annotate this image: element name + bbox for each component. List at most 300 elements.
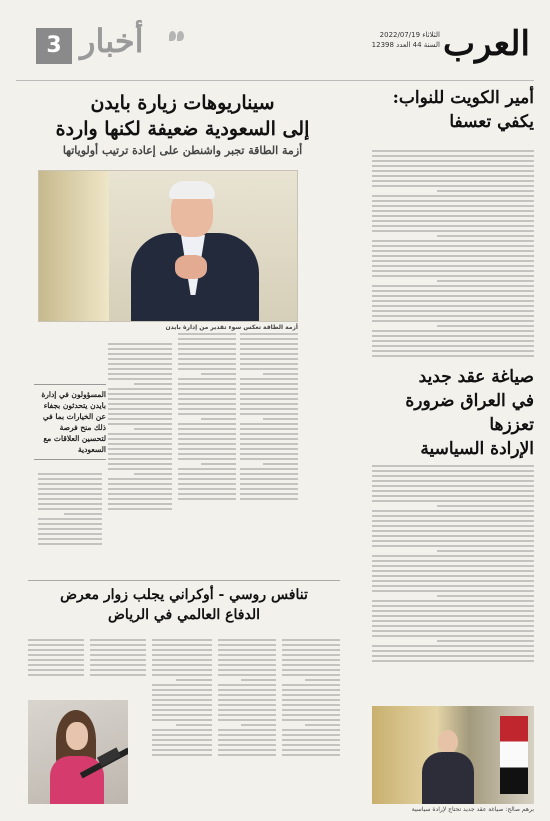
text-line xyxy=(240,338,298,340)
text-line xyxy=(263,373,298,375)
text-line xyxy=(152,644,212,646)
text-line xyxy=(305,679,340,681)
text-line xyxy=(108,438,172,440)
text-line xyxy=(28,649,84,651)
text-line xyxy=(282,684,340,686)
text-line xyxy=(38,538,102,540)
text-line xyxy=(372,220,534,222)
text-line xyxy=(28,664,84,666)
text-line xyxy=(372,530,534,532)
text-line xyxy=(240,358,298,360)
page-number: 3 xyxy=(36,28,72,64)
main-article-header xyxy=(30,90,335,157)
text-line xyxy=(218,719,276,721)
text-line xyxy=(372,250,534,252)
text-line xyxy=(178,473,236,475)
text-line xyxy=(240,383,298,385)
text-line xyxy=(282,689,340,691)
text-line xyxy=(372,290,534,292)
text-line xyxy=(372,515,534,517)
text-line xyxy=(240,493,298,495)
text-line xyxy=(437,505,534,507)
text-line xyxy=(372,285,534,287)
main-article-column xyxy=(38,470,102,548)
text-line xyxy=(178,348,236,350)
iraq-headline-line-2: في العراق ضرورة تعززها xyxy=(405,391,534,435)
text-line xyxy=(108,443,172,445)
biden-figure xyxy=(131,179,259,322)
text-line xyxy=(282,739,340,741)
quote-mark-icon xyxy=(166,26,184,38)
text-line xyxy=(38,478,102,480)
text-line xyxy=(90,639,146,641)
text-line xyxy=(152,659,212,661)
main-article-column xyxy=(178,330,236,503)
text-line xyxy=(108,353,172,355)
newspaper-logo: العرب xyxy=(443,24,530,64)
text-line xyxy=(218,694,276,696)
text-line xyxy=(372,495,534,497)
riyadh-expo-headline xyxy=(28,585,340,625)
riyadh-article-column xyxy=(282,636,340,759)
text-line xyxy=(240,393,298,395)
text-line xyxy=(241,679,276,681)
text-line xyxy=(178,403,236,405)
text-line xyxy=(108,373,172,375)
text-line xyxy=(372,345,534,347)
text-line xyxy=(372,585,534,587)
text-line xyxy=(282,709,340,711)
text-line xyxy=(178,343,236,345)
text-line xyxy=(372,300,534,302)
text-line xyxy=(372,560,534,562)
text-line xyxy=(372,195,534,197)
text-line xyxy=(218,674,276,676)
text-line xyxy=(108,368,172,370)
text-line xyxy=(282,674,340,676)
speaker-figure xyxy=(422,730,474,804)
text-line xyxy=(178,408,236,410)
text-line xyxy=(372,615,534,617)
text-line xyxy=(372,240,534,242)
text-line xyxy=(178,378,236,380)
text-line xyxy=(152,684,212,686)
text-line xyxy=(108,348,172,350)
text-line xyxy=(38,518,102,520)
text-line xyxy=(372,180,534,182)
text-line xyxy=(240,388,298,390)
text-line xyxy=(282,754,340,756)
iraq-headline-line-3: الإرادة السياسية xyxy=(420,439,534,459)
text-line xyxy=(108,393,172,395)
text-line xyxy=(437,280,534,282)
text-line xyxy=(178,498,236,500)
text-line xyxy=(38,498,102,500)
text-line xyxy=(38,483,102,485)
section-title: أخبار xyxy=(80,22,144,60)
text-line xyxy=(372,340,534,342)
text-line xyxy=(372,185,534,187)
text-line xyxy=(305,724,340,726)
text-line xyxy=(28,654,84,656)
text-line xyxy=(437,550,534,552)
text-line xyxy=(28,674,84,676)
text-line xyxy=(372,625,534,627)
text-line xyxy=(108,343,172,345)
text-line xyxy=(372,350,534,352)
text-line xyxy=(218,729,276,731)
text-line xyxy=(372,570,534,572)
text-line xyxy=(372,335,534,337)
text-line xyxy=(218,664,276,666)
text-line xyxy=(90,669,146,671)
text-line xyxy=(178,478,236,480)
text-line xyxy=(90,674,146,676)
main-article-column xyxy=(240,330,298,503)
main-headline-line-2: إلى السعودية ضعيفة لكنها واردة xyxy=(55,118,310,140)
text-line xyxy=(372,545,534,547)
text-line xyxy=(178,468,236,470)
text-line xyxy=(108,453,172,455)
text-line xyxy=(240,443,298,445)
text-line xyxy=(152,654,212,656)
text-line xyxy=(218,684,276,686)
masthead xyxy=(0,18,550,76)
text-line xyxy=(218,669,276,671)
text-line xyxy=(38,493,102,495)
text-line xyxy=(372,310,534,312)
text-line xyxy=(372,315,534,317)
text-line xyxy=(282,649,340,651)
text-line xyxy=(38,533,102,535)
text-line xyxy=(178,423,236,425)
text-line xyxy=(218,714,276,716)
text-line xyxy=(178,393,236,395)
text-line xyxy=(372,485,534,487)
text-line xyxy=(108,448,172,450)
iraqi-flag-icon xyxy=(500,716,528,794)
text-line xyxy=(152,699,212,701)
text-line xyxy=(176,679,212,681)
text-line xyxy=(134,428,172,430)
text-line xyxy=(372,470,534,472)
biden-photo-caption: أزمة الطاقة تعكس سوء تقدير من إدارة بايدن xyxy=(165,324,298,331)
text-line xyxy=(282,699,340,701)
text-line xyxy=(372,620,534,622)
text-line xyxy=(372,525,534,527)
text-line xyxy=(240,398,298,400)
text-line xyxy=(152,729,212,731)
text-line xyxy=(240,438,298,440)
text-line xyxy=(152,744,212,746)
text-line xyxy=(218,704,276,706)
text-line xyxy=(108,388,172,390)
text-line xyxy=(152,749,212,751)
text-line xyxy=(108,458,172,460)
text-line xyxy=(240,413,298,415)
text-line xyxy=(108,463,172,465)
text-line xyxy=(263,418,298,420)
iraq-article-body xyxy=(372,465,534,662)
text-line xyxy=(108,483,172,485)
text-line xyxy=(372,565,534,567)
text-line xyxy=(372,320,534,322)
text-line xyxy=(372,645,534,647)
text-line xyxy=(372,610,534,612)
text-line xyxy=(178,458,236,460)
text-line xyxy=(152,704,212,706)
text-line xyxy=(178,438,236,440)
main-subheadline: أزمة الطاقة تجبر واشنطن على إعادة ترتيب أولوياتها xyxy=(62,144,303,157)
kuwait-headline-line-1: أمير الكويت للنواب: xyxy=(392,88,534,108)
text-line xyxy=(178,413,236,415)
text-line xyxy=(437,640,534,642)
kuwait-headline-line-2: يكفي تعسفا xyxy=(449,112,534,132)
text-line xyxy=(372,265,534,267)
text-line xyxy=(108,478,172,480)
text-line xyxy=(38,543,102,545)
text-line xyxy=(90,659,146,661)
text-line xyxy=(372,580,534,582)
text-line xyxy=(178,483,236,485)
text-line xyxy=(372,490,534,492)
text-line xyxy=(372,655,534,657)
text-line xyxy=(372,205,534,207)
text-line xyxy=(372,475,534,477)
text-line xyxy=(372,155,534,157)
text-line xyxy=(282,694,340,696)
text-line xyxy=(240,333,298,335)
text-line xyxy=(28,644,84,646)
text-line xyxy=(282,704,340,706)
text-line xyxy=(372,225,534,227)
riyadh-expo-headline-line-2: الدفاع العالمي في الرياض xyxy=(108,607,260,623)
text-line xyxy=(282,714,340,716)
text-line xyxy=(372,555,534,557)
text-line xyxy=(372,650,534,652)
text-line xyxy=(372,215,534,217)
text-line xyxy=(282,659,340,661)
text-line xyxy=(372,535,534,537)
text-line xyxy=(372,540,534,542)
text-line xyxy=(152,709,212,711)
text-line xyxy=(134,383,172,385)
text-line xyxy=(263,463,298,465)
right-column xyxy=(372,86,534,665)
kuwait-headline xyxy=(372,86,534,146)
text-line xyxy=(178,333,236,335)
text-line xyxy=(152,694,212,696)
text-line xyxy=(240,488,298,490)
text-line xyxy=(372,210,534,212)
text-line xyxy=(282,644,340,646)
text-line xyxy=(372,600,534,602)
text-line xyxy=(108,363,172,365)
expo-visitor-photo xyxy=(28,700,128,804)
text-line xyxy=(240,453,298,455)
text-line xyxy=(372,635,534,637)
text-line xyxy=(437,325,534,327)
riyadh-article-column xyxy=(28,636,84,679)
text-line xyxy=(178,363,236,365)
text-line xyxy=(240,498,298,500)
text-line xyxy=(108,508,172,510)
text-line xyxy=(201,373,236,375)
iraq-president-photo xyxy=(372,706,534,804)
text-line xyxy=(178,428,236,430)
text-line xyxy=(108,498,172,500)
text-line xyxy=(28,669,84,671)
text-line xyxy=(90,649,146,651)
biden-photo xyxy=(38,170,298,322)
text-line xyxy=(38,503,102,505)
text-line xyxy=(282,744,340,746)
text-line xyxy=(240,448,298,450)
text-line xyxy=(178,398,236,400)
text-line xyxy=(178,388,236,390)
text-line xyxy=(108,433,172,435)
text-line xyxy=(178,338,236,340)
issue-info xyxy=(372,30,440,50)
text-line xyxy=(372,230,534,232)
text-line xyxy=(372,660,534,662)
text-line xyxy=(372,500,534,502)
text-line xyxy=(240,468,298,470)
text-line xyxy=(372,510,534,512)
text-line xyxy=(372,160,534,162)
text-line xyxy=(178,448,236,450)
text-line xyxy=(108,378,172,380)
text-line xyxy=(218,689,276,691)
text-line xyxy=(178,368,236,370)
text-line xyxy=(240,408,298,410)
iraq-photo-caption: برهم صالح: صياغة عقد جديد تحتاج لإرادة سياسية xyxy=(411,806,534,813)
text-line xyxy=(152,734,212,736)
iraq-headline-line-1: صياغة عقد جديد xyxy=(418,367,534,387)
text-line xyxy=(176,724,212,726)
text-line xyxy=(372,465,534,467)
text-line xyxy=(152,739,212,741)
text-line xyxy=(108,423,172,425)
text-line xyxy=(28,659,84,661)
text-line xyxy=(108,358,172,360)
text-line xyxy=(372,590,534,592)
text-line xyxy=(437,235,534,237)
kuwait-article-body xyxy=(372,150,534,357)
text-line xyxy=(240,348,298,350)
text-line xyxy=(178,443,236,445)
text-line xyxy=(152,754,212,756)
text-line xyxy=(218,639,276,641)
text-line xyxy=(218,654,276,656)
issue-number: السنة 44 العدد 12398 xyxy=(371,41,440,49)
text-line xyxy=(372,270,534,272)
text-line xyxy=(178,453,236,455)
text-line xyxy=(372,480,534,482)
text-line xyxy=(218,744,276,746)
text-line xyxy=(372,605,534,607)
text-line xyxy=(282,664,340,666)
text-line xyxy=(38,528,102,530)
text-line xyxy=(152,639,212,641)
text-line xyxy=(240,458,298,460)
text-line xyxy=(240,423,298,425)
text-line xyxy=(372,295,534,297)
text-line xyxy=(282,729,340,731)
text-line xyxy=(38,473,102,475)
text-line xyxy=(372,305,534,307)
text-line xyxy=(108,413,172,415)
text-line xyxy=(240,473,298,475)
text-line xyxy=(372,275,534,277)
issue-date: الثلاثاء 2022/07/19 xyxy=(379,31,440,39)
text-line xyxy=(64,513,102,515)
text-line xyxy=(372,575,534,577)
header-rule xyxy=(16,80,534,81)
text-line xyxy=(178,493,236,495)
text-line xyxy=(282,749,340,751)
riyadh-article-column xyxy=(152,636,212,759)
text-line xyxy=(240,478,298,480)
text-line xyxy=(218,659,276,661)
text-line xyxy=(372,170,534,172)
text-line xyxy=(437,190,534,192)
text-line xyxy=(240,403,298,405)
text-line xyxy=(218,734,276,736)
text-line xyxy=(282,639,340,641)
text-line xyxy=(218,739,276,741)
text-line xyxy=(108,493,172,495)
text-line xyxy=(240,353,298,355)
text-line xyxy=(108,403,172,405)
text-line xyxy=(152,669,212,671)
text-line xyxy=(240,343,298,345)
text-line xyxy=(152,689,212,691)
text-line xyxy=(218,749,276,751)
text-line xyxy=(38,523,102,525)
text-line xyxy=(38,508,102,510)
text-line xyxy=(372,245,534,247)
article-divider xyxy=(28,580,340,581)
text-line xyxy=(28,639,84,641)
text-line xyxy=(372,175,534,177)
text-line xyxy=(108,503,172,505)
text-line xyxy=(240,363,298,365)
text-line xyxy=(372,200,534,202)
text-line xyxy=(201,463,236,465)
text-line xyxy=(240,378,298,380)
text-line xyxy=(372,255,534,257)
text-line xyxy=(218,649,276,651)
riyadh-expo-headline-line-1: تنافس روسي - أوكراني يجلب زوار معرض xyxy=(60,587,308,603)
pull-quote: المسؤولون في إدارة بايدن يتحدثون بجفاء عن الخيارات بما في ذلك منح فرصة لتحسين العلاقات مع السعودية xyxy=(34,384,106,460)
text-line xyxy=(134,473,172,475)
main-article-column xyxy=(108,340,172,513)
text-line xyxy=(108,468,172,470)
text-line xyxy=(38,488,102,490)
text-line xyxy=(90,654,146,656)
text-line xyxy=(108,398,172,400)
text-line xyxy=(152,649,212,651)
iraq-headline xyxy=(372,365,534,461)
text-line xyxy=(108,488,172,490)
riyadh-article-column xyxy=(218,636,276,759)
text-line xyxy=(178,433,236,435)
text-line xyxy=(90,664,146,666)
text-line xyxy=(108,408,172,410)
text-line xyxy=(218,709,276,711)
text-line xyxy=(152,714,212,716)
